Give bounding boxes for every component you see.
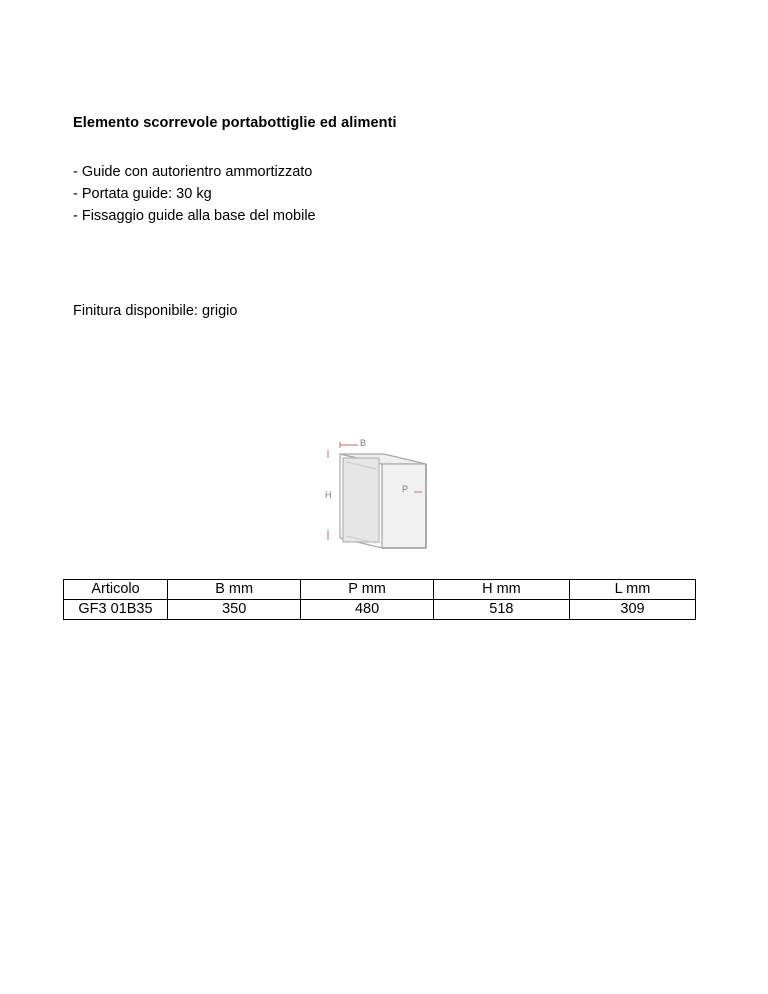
cell-h: 518 [433,600,569,620]
header-h: H mm [433,580,569,600]
cabinet-diagram [318,432,438,557]
cell-l: 309 [569,600,695,620]
cell-articolo: GF3 01B35 [64,600,168,620]
cell-p: 480 [301,600,433,620]
finish-text: Finitura disponibile: grigio [73,303,238,319]
feature-item: - Guide con autorientro ammortizzato [73,164,313,180]
feature-item: - Portata guide: 30 kg [73,186,212,202]
header-b: B mm [168,580,301,600]
header-l: L mm [569,580,695,600]
header-p: P mm [301,580,433,600]
label-h: H [325,490,332,500]
cabinet-side [382,464,426,548]
label-b: B [360,438,367,448]
cabinet-dimension-icon [318,432,438,557]
document-title: Elemento scorrevole portabottiglie ed alimenti [73,115,397,131]
spec-table [63,579,696,620]
table-row [64,600,696,620]
cell-b: 350 [168,600,301,620]
feature-item: - Fissaggio guide alla base del mobile [73,208,316,224]
label-p: P [402,484,409,494]
feature-list [73,161,316,227]
table-header-row [64,580,696,600]
header-articolo: Articolo [64,580,168,600]
